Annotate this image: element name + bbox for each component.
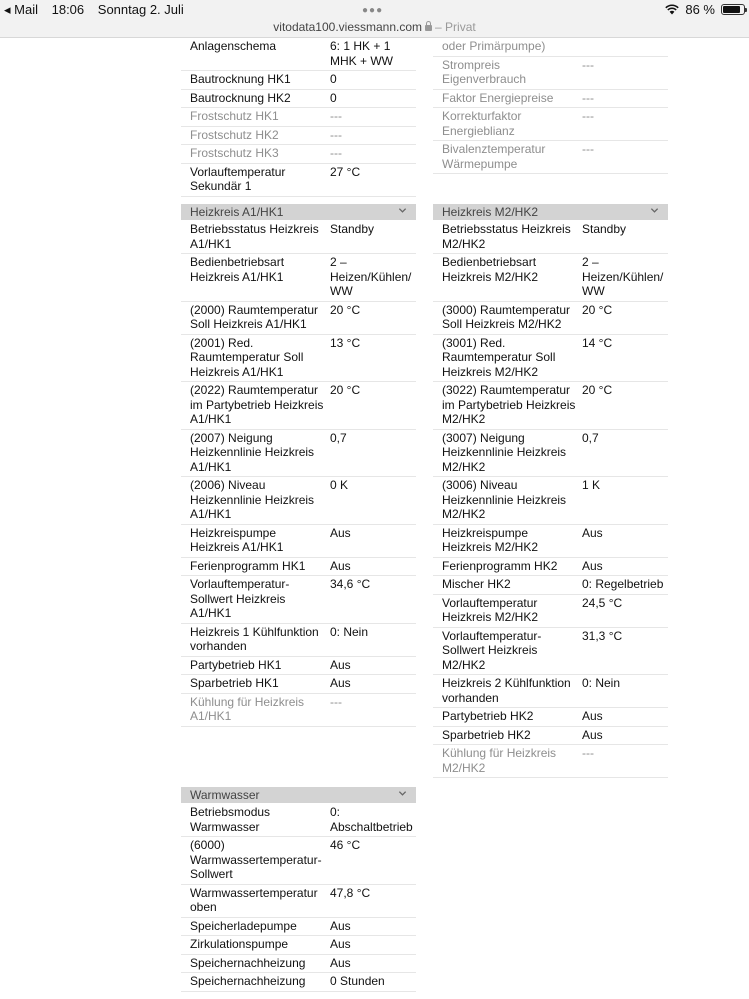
row-value: --- [330, 127, 342, 142]
table-row [433, 254, 668, 302]
row-label: Zirkulationspumpe [190, 937, 289, 951]
row-label: Speichernachheizung [190, 955, 306, 970]
table-row [181, 657, 416, 676]
table-row [181, 302, 416, 335]
row-label: Vorlauftemperatur-Sollwert Heizkreis M2/HK2 [442, 628, 542, 672]
row-label: Betriebsstatus Heizkreis A1/HK1 [190, 222, 319, 251]
row-value: --- [330, 146, 342, 160]
row-label: Vorlauftemperatur Heizkreis M2/HK2 [442, 595, 539, 624]
table-row [181, 254, 416, 302]
row-label: Frostschutz HK1 [190, 109, 279, 123]
table-row [433, 430, 668, 478]
row-label: Bautrocknung HK2 [190, 90, 291, 105]
battery-icon [721, 4, 745, 15]
row-label: Vorlauftemperatur Sekundär 1 [190, 164, 286, 193]
row-label: Heizkreis 1 Kühlfunktion vorhanden [190, 624, 319, 653]
row-label: Heizkreispumpe Heizkreis M2/HK2 [442, 525, 539, 554]
lock-icon [425, 25, 432, 31]
row-value: 0 [330, 72, 337, 86]
table-row [181, 694, 416, 727]
table-row [181, 221, 416, 254]
row-value: 20 °C [330, 383, 361, 397]
row-label: (2000) Raumtemperatur Soll Heizkreis A1/HK1 [190, 302, 319, 331]
row-value: 27 °C [330, 164, 361, 179]
battery-percent: 86 % [685, 2, 715, 17]
table-row [433, 335, 668, 383]
row-label: Bedienbetriebsart Heizkreis M2/HK2 [442, 255, 539, 284]
row-value: 0,7 [582, 430, 599, 445]
row-label: Korrekturfaktor Energieblianz [442, 109, 522, 138]
table-row [433, 108, 668, 141]
table-row [433, 558, 668, 577]
row-label: Sparbetrieb HK2 [442, 727, 531, 742]
heizkreis-2-list [433, 221, 668, 778]
energy-settings-list [433, 38, 668, 174]
row-label: Mischer HK2 [442, 577, 511, 591]
status-time: 18:06 [51, 2, 85, 17]
table-row [433, 525, 668, 558]
table-row [433, 745, 668, 778]
table-row [433, 708, 668, 727]
row-label: Heizkreispumpe Heizkreis A1/HK1 [190, 525, 284, 554]
row-label: (3022) Raumtemperatur im Partybetrieb Heizkreis M2/HK2 [442, 383, 576, 426]
section-header-warmwasser[interactable] [181, 787, 416, 803]
row-value: Aus [330, 937, 351, 951]
row-value: 13 °C [330, 335, 361, 350]
row-label: Speicherladepumpe [190, 918, 297, 933]
row-label: Vorlauftemperatur-Sollwert Heizkreis A1/HK1 [190, 577, 290, 620]
table-row [181, 477, 416, 525]
row-label: Partybetrieb HK2 [442, 709, 534, 723]
heizkreis-1-list [181, 221, 416, 727]
table-row [433, 57, 668, 90]
row-value: --- [330, 109, 342, 123]
section-header-heizkreis-1[interactable] [181, 204, 416, 220]
table-row [181, 675, 416, 694]
row-label: Bedienbetriebsart Heizkreis A1/HK1 [190, 255, 285, 284]
row-value: 0: Nein [582, 676, 621, 690]
row-value: Aus [330, 955, 351, 970]
warmwasser-list [181, 804, 416, 992]
row-value [582, 39, 668, 54]
row-value: Standby [582, 222, 627, 236]
row-value: 0: Nein [330, 624, 369, 639]
url-domain: vitodata100.viessmann.com [273, 20, 423, 34]
row-value: Aus [582, 558, 603, 573]
table-row [181, 525, 416, 558]
row-label: oder Primärpumpe) [442, 39, 546, 53]
table-row [181, 335, 416, 383]
row-label: Partybetrieb HK1 [190, 657, 282, 672]
row-value: 24,5 °C [582, 595, 623, 610]
row-value: Standby [330, 222, 375, 236]
row-label: (2007) Neigung Heizkennlinie Heizkreis A1/HK1 [190, 430, 315, 474]
table-row [181, 127, 416, 146]
url-bar[interactable] [0, 18, 749, 38]
row-value: 20 °C [330, 302, 361, 317]
table-row [433, 628, 668, 676]
row-value: --- [582, 142, 594, 156]
table-row [433, 90, 668, 109]
row-value: 2 – Heizen/Kühlen/ WW [582, 255, 664, 298]
table-row [181, 71, 416, 90]
row-value: Aus [330, 558, 351, 573]
row-value: Aus [330, 676, 351, 690]
table-row [181, 837, 416, 885]
row-label: Frostschutz HK3 [190, 146, 279, 160]
row-label: Bautrocknung HK1 [190, 72, 291, 86]
row-label: Kühlung für Heizkreis A1/HK1 [190, 694, 305, 723]
row-value: 1 K [582, 478, 601, 492]
table-row [181, 885, 416, 918]
row-label: Kühlung für Heizkreis M2/HK2 [442, 746, 557, 775]
row-value: 34,6 °C [330, 577, 371, 591]
status-date: Sonntag 2. Juli [97, 2, 184, 17]
table-row [181, 145, 416, 164]
row-label: (3000) Raumtemperatur Soll Heizkreis M2/HK2 [442, 302, 571, 331]
row-label: Frostschutz HK2 [190, 127, 279, 142]
table-row [181, 382, 416, 430]
row-value: Aus [330, 525, 351, 540]
row-value: 0: Regelbetrieb [582, 577, 664, 591]
row-label: Betriebsstatus Heizkreis M2/HK2 [442, 222, 571, 251]
chevron-down-icon [650, 206, 659, 215]
table-row [433, 675, 668, 708]
table-row [433, 727, 668, 746]
row-value: --- [582, 57, 594, 72]
row-value: 31,3 °C [582, 628, 623, 643]
row-value: 0 Stunden [330, 974, 385, 988]
row-value: Aus [330, 657, 351, 672]
table-row [181, 973, 416, 992]
table-row [433, 302, 668, 335]
table-row [433, 38, 668, 57]
table-row [433, 595, 668, 628]
table-row [433, 221, 668, 254]
row-label: Anlagenschema [190, 39, 277, 53]
table-row [181, 90, 416, 109]
table-row [181, 576, 416, 624]
row-value: 0,7 [330, 430, 347, 445]
row-value: 14 °C [582, 335, 613, 350]
row-value: 6: 1 HK + 1 MHK + WW [330, 39, 393, 68]
chevron-down-icon [398, 789, 407, 798]
general-settings-list [181, 38, 416, 197]
row-label: (2001) Red. Raumtemperatur Soll Heizkreis A1/HK1 [190, 335, 304, 379]
row-value: 20 °C [582, 302, 613, 317]
row-value: 2 – Heizen/Kühlen/ WW [330, 255, 412, 298]
row-label: Sparbetrieb HK1 [190, 676, 279, 690]
row-label: Faktor Energiepreise [442, 90, 554, 105]
row-value: Aus [582, 525, 603, 540]
table-row [181, 936, 416, 955]
row-label: (6000) Warmwassertemperatur-Sollwert [190, 838, 322, 881]
row-value: 47,8 °C [330, 885, 371, 900]
table-row [181, 918, 416, 937]
row-label: Heizkreis 2 Kühlfunktion vorhanden [442, 676, 571, 705]
row-label: Ferienprogramm HK2 [442, 558, 558, 573]
table-row [181, 804, 416, 837]
row-value: 20 °C [582, 383, 613, 397]
table-row [181, 108, 416, 127]
row-value: --- [582, 109, 594, 123]
table-row [181, 430, 416, 478]
row-value: --- [582, 90, 594, 105]
row-label: (2022) Raumtemperatur im Partybetrieb Heizkreis A1/HK1 [190, 383, 324, 426]
row-value: Aus [330, 918, 351, 933]
private-mode-label: – Privat [435, 20, 476, 34]
table-row [181, 164, 416, 197]
row-label: Warmwassertemperatur oben [190, 885, 318, 914]
chevron-down-icon [398, 206, 407, 215]
table-row [181, 955, 416, 974]
row-label: (3001) Red. Raumtemperatur Soll Heizkreis M2/HK2 [442, 335, 556, 379]
battery-fill [723, 6, 740, 13]
row-value: --- [582, 746, 594, 760]
row-value: Aus [582, 727, 603, 742]
table-row [433, 382, 668, 430]
row-value: --- [330, 694, 342, 709]
row-value: 46 °C [330, 838, 361, 852]
wifi-icon [665, 4, 679, 15]
multitasking-dots-icon[interactable]: ●●● [362, 5, 384, 16]
section-title: Heizkreis M2/HK2 [442, 205, 539, 219]
row-label: (3007) Neigung Heizkennlinie Heizkreis M2/HK2 [442, 430, 567, 474]
row-value: Aus [582, 709, 603, 723]
table-row [181, 38, 416, 71]
row-label: Strompreis Eigenverbrauch [442, 57, 527, 86]
row-value: 0 K [330, 478, 349, 492]
table-row [433, 576, 668, 595]
row-label: (2006) Niveau Heizkennlinie Heizkreis A1/HK1 [190, 478, 315, 521]
row-label: Bivalenztemperatur Wärmepumpe [442, 142, 546, 171]
section-title: Heizkreis A1/HK1 [190, 205, 284, 219]
table-row [181, 624, 416, 657]
table-row [181, 558, 416, 577]
row-value: 0: Abschaltbetrieb [330, 805, 413, 834]
table-row [433, 477, 668, 525]
row-label: Speichernachheizung [190, 974, 306, 988]
row-value: 0 [330, 90, 337, 105]
row-label: Betriebsmodus Warmwasser [190, 805, 271, 834]
section-header-heizkreis-2[interactable] [433, 204, 668, 220]
row-label: Ferienprogramm HK1 [190, 558, 306, 573]
section-title: Warmwasser [190, 788, 260, 802]
row-label: (3006) Niveau Heizkennlinie Heizkreis M2/HK2 [442, 478, 567, 521]
table-row [433, 141, 668, 174]
back-to-app-link[interactable]: ◂ Mail [4, 2, 38, 17]
